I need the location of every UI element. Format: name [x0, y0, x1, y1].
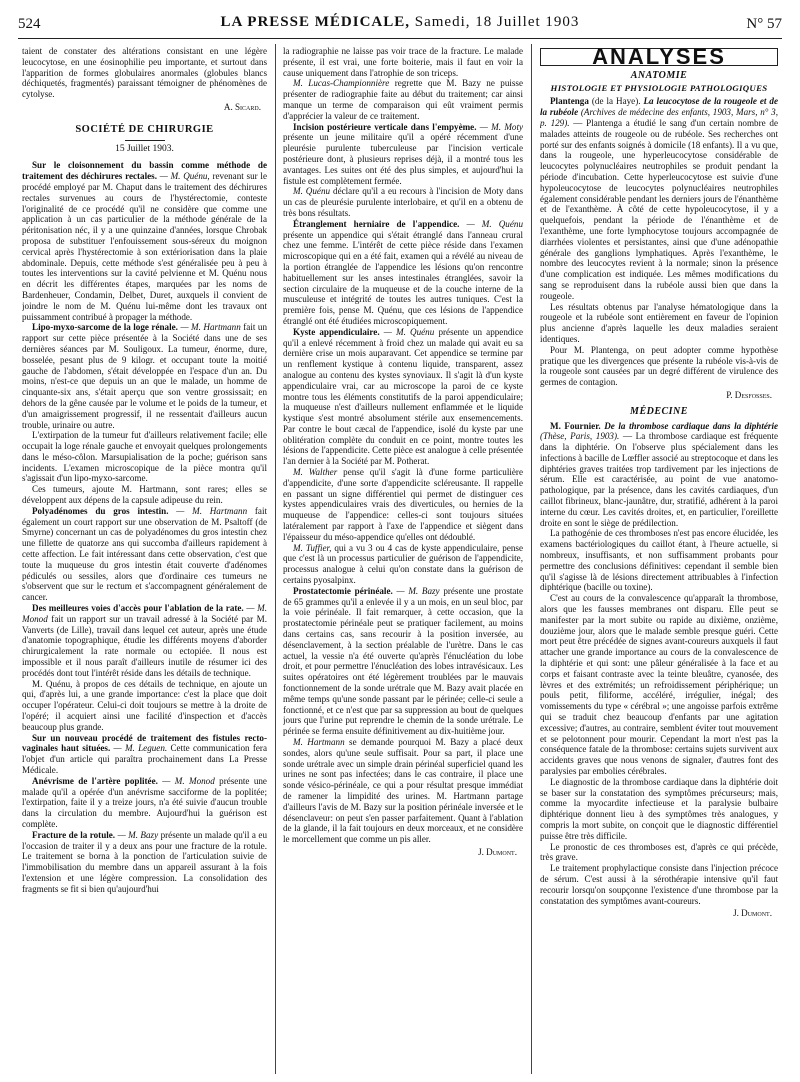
signature: P. Desfosses.	[726, 389, 772, 400]
article-author: — M. Monod	[162, 775, 215, 786]
article-heading: Incision postérieure verticale dans l'empyème.	[293, 121, 477, 132]
article-author: — M. Moty	[479, 121, 523, 132]
article-text: déclare qu'il a eu recours à l'incision de Moty dans un cas de pleurésie purulente interlobaire, et qu'il en a obtenu de très bons résultats.	[283, 186, 523, 218]
article	[22, 160, 267, 322]
article-author: M. Lucas-Championnière	[293, 78, 390, 89]
paragraph: La pathogénie de ces thromboses n'est pas encore élucidée, les examens bactériologiques du caillot étant, à l'heure actuelle, si nombreux, insuffisants, et non suffisamment probants pour permettre des conclusions définitives: cependant il semble bien qu'il s'agisse là de lésions directement attribuables à l'infection diphtérique (bacille ou toxine).	[540, 528, 778, 593]
section-title: SOCIÉTÉ DE CHIRURGIE	[75, 123, 214, 135]
article-heading: Sur le cloisonnement du bassin comme méthode de traitement des déchirures rectales.	[22, 160, 267, 182]
article-text: présente un jeune militaire qu'il a opéré récemment d'une pleurésie purulente tuberculeuse par l'incision verticale postérieure dont, à plusieurs reprises déjà, il a montré tous les avantages. Les suites ont été des plus simples, et aujourd'hui la fistule est complètement fermée.	[283, 132, 523, 186]
article	[22, 830, 267, 895]
article-heading: Des meilleures voies d'accès pour l'ablation de la rate.	[32, 603, 244, 614]
page-header	[18, 6, 782, 46]
analysis-text: — Plantenga a étudié le sang d'un certain nombre de malades atteints de rougeole ou de rubéole. Ses recherches ont porté sur des enfants soignés à domicile (18 enfants). Il a vu que, dans la rougeole, une hyperleucocytose considérable de leucocytes polynucléaires neutrophiles se produit pendant la période d'incubation. Cette hyperleucocytose est suivie d'une hypoleucocytose de leucocytes polynucléaires neutrophiles également considérable pendant les derniers jours de l'énanthème et de l'exanthème. À côté de cette hypoleucocytose, il y a quelquefois, pendant la période de l'énanthème et de l'exanthème, une forte lymphocytose toujours accompagnée de diarrhées violentes et persistantes, ainsi que d'une adénopathie générale des ganglions lymphatiques. Après l'exanthème, le nombre des leucocytes revient à la normale; sinon la présence d'une complication est indiquée. Les mêmes modifications du sang se reproduisent dans la rubéole aussi bien que dans la rougeole.	[540, 117, 778, 301]
issue-date: Samedi, 18 Juillet 1903	[414, 14, 580, 30]
page-number: 524	[18, 16, 41, 32]
analysis-title: La leucocytose de la rougeole et de la rubéole	[540, 96, 778, 118]
signature: J. Dumont.	[733, 908, 772, 919]
article	[283, 78, 523, 121]
article	[283, 467, 523, 543]
article-text: se demande pourquoi M. Bazy a placé deux sondes, alors qu'une seule suffisait. Pour sa part, il place une sonde urétrale avec un simple drain périnéal superficiel quand les urines ne sont pas infectées; dans le cas contraire, il place une sonde vésico-périnéale, ce qui a pour résultat presque immédiat de ramener la limpidité des urines. M. Hartmann partage d'ailleurs l'avis de M. Bazy sur la position périnéale inversée et le désenclaveur: on peut s'en passer parfaitement. Quant à l'ablation de la glande, il la fait toujours en deux morceaux, et ne considère le morcellement que comme un pis aller.	[283, 737, 523, 845]
intro-text: taient de constater des altérations consistant en une légère leucocytose, en une éosinophilie peu importante, et surtout dans l'apparition de formes globulaires anormales (globules blancs déchiquetés, fragmentés) paraissant témoigner de phénomènes de cytolyse.	[22, 46, 267, 100]
analysis-source: (Thèse, Paris, 1903).	[540, 431, 620, 442]
header-rule	[18, 38, 782, 39]
article-text: regrette que M. Bazy ne puisse présenter de radiographie faite au début du traitement; car ainsi manque un terme de comparaison qui eût vraiment permis d'apprécier la valeur de ce traitement.	[283, 78, 523, 121]
issue-number: N° 57	[746, 16, 782, 32]
article	[22, 484, 267, 506]
column-1	[22, 46, 267, 1074]
paragraph: Le diagnostic de la thrombose cardiaque dans la diphtérie doit se baser sur la constatation des symptômes précurseurs; mais, comme la myocardite infectieuse et la paralysie bulbaire diphtérique donnent lieu à des symptômes très analogues, y compris la mort subite, on conçoit que le diagnostic différentiel puisse être très difficile.	[540, 776, 778, 841]
article-text: pense qu'il s'agit là d'une forme particulière d'appendicite, d'une sorte d'appendicite scléreusante. Il rappelle en passant un signe différentiel qui permet de distinguer ces kystes appendiculaires vrais des diverticules, ou hernies de la muqueuse de l'appendice: celles-ci sont toujours situées latéralement par rapport à l'axe de l'appendice et siègent dans l'épaisseur du méso-appendice qu'elles ont dédoublé.	[283, 467, 523, 542]
analysis-title: De la thrombose cardiaque dans la diphtérie	[604, 420, 778, 431]
article	[283, 327, 523, 467]
column-3	[540, 46, 778, 1074]
section-rule	[125, 140, 165, 141]
article	[283, 122, 523, 187]
article-author: — M. Hartmann	[180, 322, 241, 333]
article-text: fait un rapport sur un travail adressé à la Société par M. Vanverts (de Lille), travail dans lequel cet auteur, après une étude d'anatomie topographique, étudie les différents moyens d'aborder chirurgicalement la rate normale ou ectopiée. Il nous est impossible et il nous paraît d'ailleurs inutile de résumer ici des procédés dont tout l'intérêt réside dans les détails de technique.	[22, 613, 267, 678]
subsection-medecine: MÉDECINE	[630, 405, 688, 417]
article-list	[283, 46, 523, 845]
article-author: — M. Leguen.	[113, 743, 168, 754]
article-text: qui a vu 3 ou 4 cas de kyste appendiculaire, pense que c'est là un processus particulier de guérison de l'appendicite, processus analogue à celui qu'on constate dans la guérison de certains pyosalpinx.	[283, 542, 523, 586]
article-text: revenant sur le procédé employé par M. Chaput dans le traitement des déchirures rectales survenues au cours de l'hystérectomie, conteste l'originalité de ce procédé qu'il ne considère que comme une application à un cas particulier de la méthode générale de la péritonisation néc, il y a une quinzaine d'années, lorsque Chrobak proposa de substituer l'enfouissement sous-séreux du moignon cervical après l'hystérectomie à son extériorisation dans la plaie abdominale. Depuis, cette méthode s'est généralisée peu à peu à toutes les interventions sur la cavité pelvienne et M. Quénu nous en décrit les différentes étapes, marquées par les noms de Bardenheuer, Condamin, Delbet, Duret, auxquels il convient de joindre le nom de M. Quénu lui-même dont les travaux ont puissamment contribué à propager la méthode.	[22, 171, 267, 322]
paragraph: Les résultats obtenus par l'analyse hématologique dans la rougeole et la rubéole sont entièrement en faveur de l'opinion plus ancienne d'après laquelle les deux maladies seraient identiques.	[540, 301, 778, 344]
article	[22, 322, 267, 430]
article-text: présente un malade qu'il a eu l'occasion de traiter il y a deux ans pour une fracture de la rotule. Le traitement se borna à la ponction de l'articulation suivie de l'immobilisation du membre dans un appareil assurant à la fois l'extension et une légère compression. La consolidation des fragments se fit si bien qu'aujourd'hui	[22, 829, 267, 894]
article-author: — M. Monod	[22, 603, 267, 624]
article-heading: Étranglement herniaire de l'appendice.	[293, 218, 460, 229]
article-text: présente un appendice qu'il a enlevé récemment à froid chez un malade qui avait eu sa dernière crise un mois auparavant. Cet appendice se termine par un renflement kystique à contenu liquide, transparent, assez analogue au contenu des kystes synoviaux. Il s'agit là d'un kyste appendiculaire vrai, car au microscope la paroi de ce kyste montre tous les éléments constitutifs de la paroi appendiculaire; la muqueuse n'est d'ailleurs nullement enflammée et le liquide kystique s'est montré absolument stérile aux ensemencements. Par contre le bout cæcal de l'appendice, isolé du kyste par une oblitération complète du conduit en ce point, montre toutes les lésions de l'appendicite. Cette pièce est analogue à celle présentée l'an dernier à la Société par M. Potherat.	[283, 326, 523, 467]
section-date: 15 Juillet 1903.	[115, 143, 174, 154]
subsection-histologie: HISTOLOGIE ET PHYSIOLOGIE PATHOLOGIQUES	[550, 82, 768, 93]
article-heading: Sur un nouveau procédé de traitement des fistules recto-vaginales haut situées.	[22, 732, 267, 754]
column-divider-2	[531, 44, 532, 1074]
article-author: M. Hartmann	[293, 737, 345, 747]
article-author: — M. Hartmann	[176, 505, 248, 516]
article-text: présente une malade qu'il a opérée d'un anévrisme sacciforme de la poplitée; l'extirpation, faite il y a treize jours, n'a été suivie d'aucun trouble dans la circulation du membre. Aujourd'hui la guérison est complète.	[22, 775, 267, 829]
article-heading: Kyste appendiculaire.	[293, 326, 380, 337]
signature: A. Sicard.	[223, 101, 261, 112]
article	[22, 506, 267, 603]
column-2	[283, 46, 523, 1074]
article	[283, 737, 523, 845]
article-heading: Prostatectomie périnéale.	[293, 585, 393, 596]
column-divider-1	[275, 44, 276, 1074]
journal-name: LA PRESSE MÉDICALE,	[220, 14, 411, 30]
article-author: — M. Bazy	[396, 585, 440, 596]
article-author: — M. Bazy	[117, 829, 159, 840]
paragraph: Le pronostic de ces thromboses est, d'après ce qui précède, très grave.	[540, 841, 778, 863]
article	[283, 586, 523, 737]
article-heading: Polyadénomes du gros intestin.	[32, 505, 169, 516]
article	[22, 679, 267, 733]
paragraph: C'est au cours de la convalescence qu'apparaît la thrombose, alors que les fausses membranes ont disparu. Elle peut se manifester par la mort subite ou rapide au dixième, onzième, douzième jour, alors que le malade semble presque guéri. Cette mort peut être précédée de signes avant-coureurs auxquels il faut attacher une grande importance au cours de la convalescence de la diphtérie et qui sont: une pâleur généralisée à la face et au corps et faisant contraste avec la teinte bleuâtre, cyanosée, des lèvres et des extrémités; un refroidissement périphérique; un pouls petit, filiforme, accéléré, irrégulier, inégal; des vomissements du type « cérébral »; une angoisse parfois extrême qui se traduit chez beaucoup d'enfants par une agitation excessive; d'autres, au contraire, semblent éviter tout mouvement et se pelotonnent pour mourir. Cependant la mort n'est pas la conséquence fatale de la thrombose: certains sujets survivent aux accidents graves que nous venons de signaler, d'autres font des paralysies par embolies cérébrales.	[540, 593, 778, 776]
analyses-banner: ANALYSES	[540, 48, 778, 66]
article-author: — M. Quénu	[466, 218, 523, 229]
article-text: la radiographie ne laisse pas voir trace de la fracture. Le malade présente, il est vrai, une forte boiterie, mais il faut en voir la cause uniquement dans l'atrophie de son triceps.	[283, 46, 523, 78]
analysis-fournier	[540, 421, 778, 529]
article-heading: Lipo-myxo-sarcome de la loge rénale.	[32, 322, 178, 333]
article-author: — M. Quénu	[383, 326, 435, 337]
article-text: présente une prostate de 65 grammes qu'il a enlevée il y a un mois, en un seul bloc, par la voie périnéale. Il fait remarquer, à cette occasion, que la prostatectomie périnéale peut se pratiquer facilement, au moins dans certains cas, sans recourir à la position inversée, au désenclavement, à la section préalable de l'urètre. Dans le cas actuel, la vessie n'a été ouverte qu'après l'énucléation du lobe droit, et pour permettre l'énucléation des lobes intravésicaux. Les suites opératoires ont été légèrement troublées par le mauvais fonctionnement de la sonde urétrale que M. Bazy avait placée en même temps qu'une sonde passant par le périnée; celle-ci seule a fonctionné, et ce n'est que par sa suppression au bout de quelques jours que l'urine put reprendre le chemin de la sonde urétrale. Le périnée se ferma ensuite définitivement au dix-huitième jour.	[283, 585, 523, 737]
article-author: — M. Quénu,	[159, 171, 210, 182]
article-author: M. Walther	[293, 467, 338, 478]
analysis-place: (de la Haye).	[591, 96, 641, 107]
analysis-author: Plantenga	[550, 96, 589, 107]
article-author: M. Tuffier,	[293, 542, 332, 553]
article	[283, 46, 523, 78]
article-text: M. Quénu, à propos de ces détails de technique, en ajoute un qui, d'après lui, a une grande importance: c'est la place que doit occuper l'opérateur. Celui-ci doit toujours se mettre à la droite de l'opéré; il acquiert ainsi une facilité d'inspection et d'accès beaucoup plus grande.	[22, 678, 267, 732]
article-text: L'extirpation de la tumeur fut d'ailleurs relativement facile; elle occupait la loge rénale gauche et envoyait quelques prolongements dans le méso-côlon. Marsupialisation de la poche; guérison sans incidents. L'examen microscopique de la pièce montra qu'il s'agissait d'un lipo-myxo-sarcome.	[22, 430, 267, 484]
paragraph: Le traitement prophylactique consiste dans l'injection précoce de sérum. C'est aussi à la sérothérapie intensive qu'il faut recourir lorsqu'on soupçonne l'existence d'une thrombose par la constatation des symptômes avant-coureurs.	[540, 863, 778, 906]
article-heading: Fracture de la rotule.	[32, 829, 116, 840]
article	[283, 186, 523, 218]
article	[22, 776, 267, 830]
subsection-anatomie: ANATOMIE	[630, 69, 688, 81]
article	[22, 733, 267, 776]
article	[283, 543, 523, 586]
signature: J. Dumont.	[478, 846, 517, 857]
article	[22, 430, 267, 484]
analysis-author: M. Fournier.	[550, 420, 601, 431]
article-heading: Anévrisme de l'artère poplitée.	[32, 775, 158, 786]
article-list	[22, 160, 267, 894]
paragraph: Pour M. Plantenga, on peut adopter comme hypothèse pratique que les divergences que présente la rubéole vis-à-vis de la rougeole sont causées par un degré différent de virulence des germes de contagion.	[540, 344, 778, 388]
analysis-source: (Archives de médecine des enfants, 1903, Mars, n° 3, p. 129).	[540, 107, 778, 128]
article-text: Cette communication fera l'objet d'un article qui paraîtra prochainement dans La Presse Médicale.	[22, 743, 267, 775]
article	[22, 603, 267, 679]
article-text: Ces tumeurs, ajoute M. Hartmann, sont rares; elles se développent aux dépens de la capsule adipeuse du rein.	[22, 484, 267, 506]
journal-title	[18, 14, 782, 31]
article-text: fait un rapport sur cette pièce présentée à la Société dans une de ses dernières séances par M. Souligoux. La tumeur, énorme, dure, bosselée, pesant plus de 9 kilogr. et occupant toute la moitié gauche de l'abdomen, s'était développée en l'espace d'un an. Du moins, n'est-ce que depuis un an que le malade, un homme de cinquante-six ans, s'était aperçu que son ventre grossissait; en dehors de la gêne causée par le volume et le poids de la tumeur, et d'un amaigrissement progressif, il ne ressentait d'ailleurs aucun trouble, urinaire ou autre.	[22, 322, 267, 430]
article-author: M. Quénu	[293, 186, 331, 197]
analysis-text: — La thrombose cardiaque est fréquente dans la diphtérie. On l'observe plus spécialement dans les infections à bacille de Lœffler associé au streptocoque et dans les diphtéries graves traitées trop tardivement par les injections de sérum. Elle est caractérisée, au point de vue anatomo-pathologique, par la présence, dans les cavités cardiaques, d'un caillot fibrineux, blanc-jaunâtre, dur, stratifié, adhérent à la paroi interne du cœur. Les cavités droites, et, en particulier, l'oreillette droite en sont le siège de prédilection.	[540, 431, 778, 528]
article-text: fait également un court rapport sur une observation de M. Psaltoff (de Smyrne) concernant un cas de polyadénomes du gros intestin chez une fillette de quatorze ans qui succomba d'ailleurs rapidement à cette affection. Le fait intéressant dans cette observation, c'est que toute la muqueuse du gros intestin était couverte d'adénomes pédiculés ou sessiles, alors que d'ordinaire ces tumeurs ne s'observent que sur le rectum et s'accompagnent généralement de cancer.	[22, 505, 267, 603]
article	[283, 219, 523, 327]
analysis-plantenga	[540, 96, 778, 301]
article-text: présente un appendice qui s'était étranglé dans l'anneau crural chez une femme. L'intérêt de cette pièce réside dans l'examen microscopique qui en a été fait, examen qui a révélé au niveau de la portion étranglée de l'appendice les lésions qu'on rencontre habituellement sur les anses intestinales étranglées, savoir la section circulaire de la muqueuse et de la couche interne de la musculeuse et intégrité de toutes les autres tuniques. C'est la première fois, pense M. Quénu, que ces lésions de l'appendice étranglé ont été étudiées microscopiquement.	[283, 229, 523, 326]
